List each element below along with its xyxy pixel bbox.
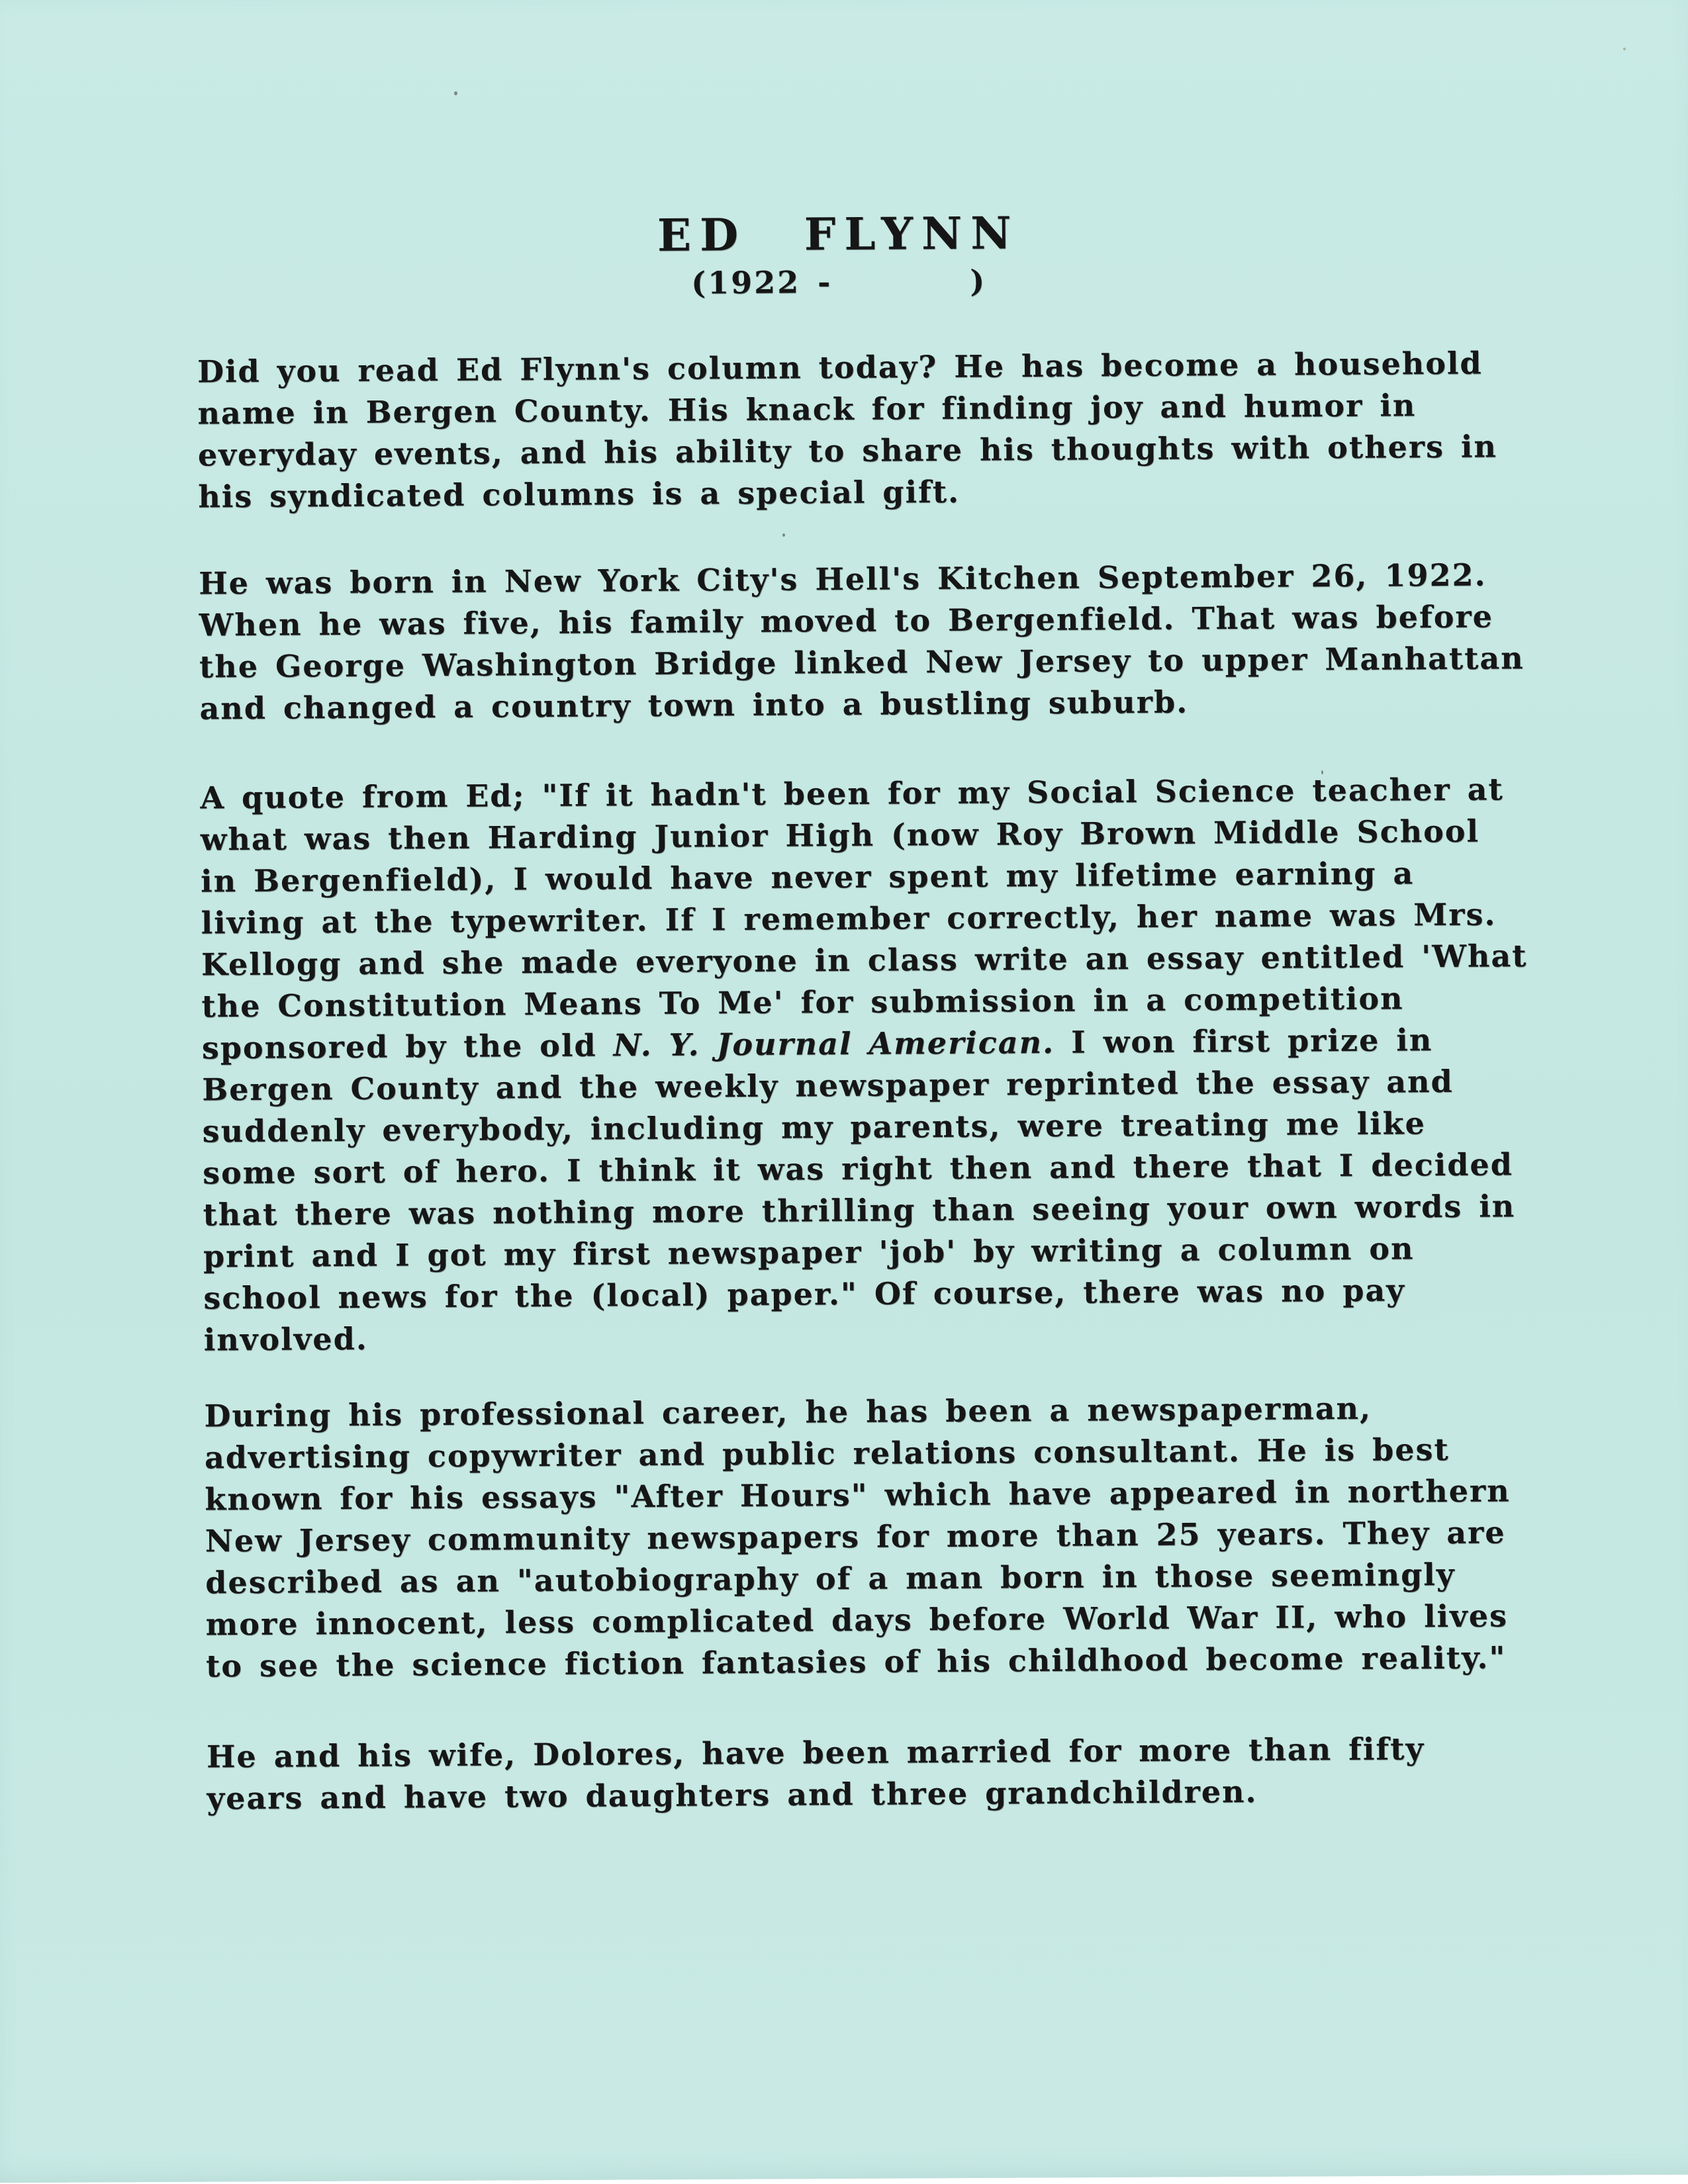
document-title: ED FLYNN [657,206,1020,261]
text-line: During his professional career, he has been a newspaperman, [204,1390,1372,1434]
paragraph-career [204,1386,1688,1688]
text-line: He was born in New York City's Hell's Kitchen September 26, 1922. [199,557,1487,602]
text-line: suddenly everybody, including my parents, were treating me like [202,1105,1426,1150]
paragraph-birth [199,553,1686,730]
text-line: his syndicated columns is a special gift. [198,473,961,515]
text-line: that there was nothing more thrilling than seeing your own words in [203,1188,1516,1233]
text-line: the George Washington Bridge linked New Jersey to upper Manhattan [199,640,1524,685]
text-line: the Constitution Means To Me' for submission in a competition [201,980,1404,1024]
text-line: in Bergenfield), I would have never spent my lifetime earning a [201,855,1415,899]
text-line: He and his wife, Dolores, have been married for more than fifty [206,1731,1425,1775]
document-subtitle: (1922 - ) [691,263,987,301]
text-line: print and I got my first newspaper 'job' by writing a column on [203,1230,1415,1275]
paragraph-quote [200,768,1688,1361]
text-line: more innocent, less complicated days before World War II, who lives [205,1598,1509,1643]
text-segment: I won first prize in [1054,1022,1433,1060]
text-line: name in Bergen County. His knack for finding joy and humor in [197,387,1417,432]
text-line: Kellogg and she made everyone in class write an essay entitled 'What [201,938,1528,983]
text-line: everyday events, and his ability to share his thoughts with others in [197,428,1498,473]
text-line: what was then Harding Junior High (now Roy Brown Middle School [200,813,1480,858]
paragraph-family [207,1727,1688,1820]
text-line: some sort of hero. I think it was right then and there that I decided [202,1146,1513,1191]
paragraph-intro [197,341,1685,518]
text-line: Bergen County and the weekly newspaper reprinted the essay and [202,1063,1454,1108]
text-line: New Jersey community newspapers for more than 25 years. They are [205,1514,1506,1559]
text-line: advertising copywriter and public relations consultant. He is best [204,1431,1450,1476]
text-line: school news for the (local) paper." Of course, there was no pay [203,1272,1406,1316]
text-line: known for his essays "After Hours" which have appeared in northern [205,1473,1511,1518]
text-line: years and have two daughters and three grandchildren. [207,1773,1258,1817]
text-line: to see the science fiction fantasies of his childhood become reality." [205,1639,1507,1684]
text-line: and changed a country town into a bustling suburb. [199,684,1189,727]
text-line: living at the typewriter. If I remember correctly, her name was Mrs. [201,896,1497,941]
text-line: described as an "autobiography of a man born in those seemingly [205,1556,1456,1601]
journal-american-italic: N. Y. Journal American. [613,1024,1055,1064]
text-line: Did you read Ed Flynn's column today? He has become a household [197,345,1483,390]
text-line: A quote from Ed; "If it hadn't been for my Social Science teacher at [200,771,1504,816]
text-line: When he was five, his family moved to Bergenfield. That was before [199,598,1494,643]
text-line: involved. [203,1320,368,1358]
text-segment: sponsored by the old [201,1027,614,1066]
